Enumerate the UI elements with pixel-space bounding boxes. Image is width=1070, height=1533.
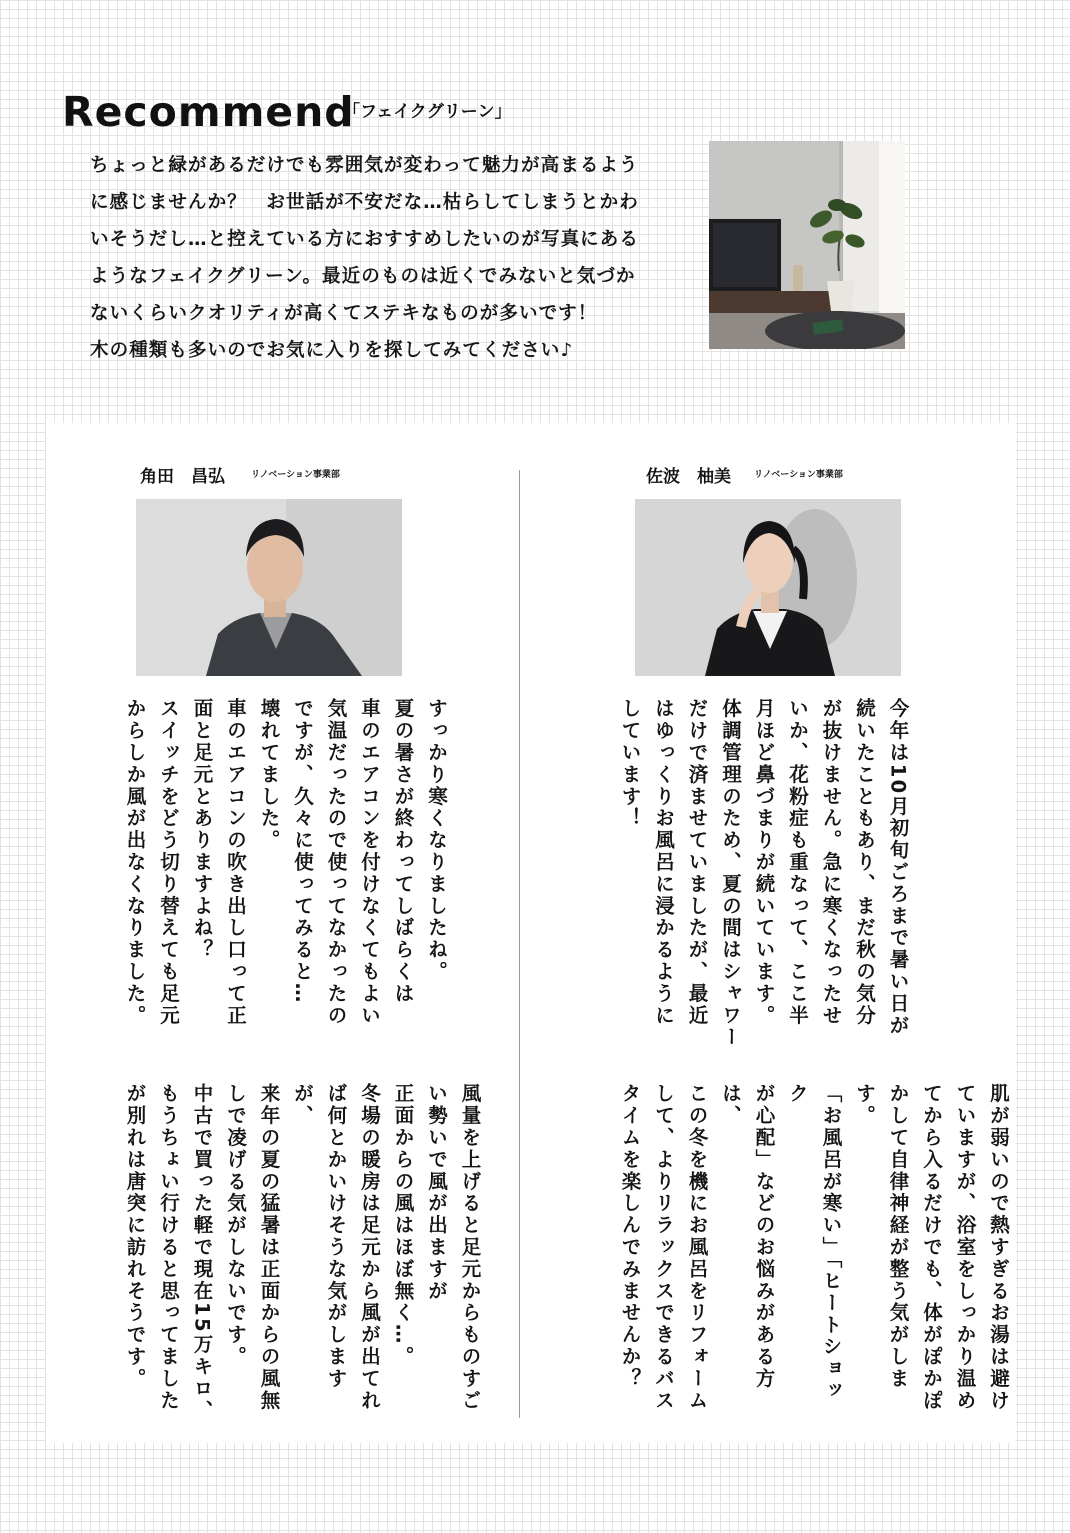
intro-text: ちょっと緑があるだけでも雰囲気が変わって魅力が高まるよう に感じませんか？ お世話が不安だな…枯らしてしまうとかわ いそうだし…と控えている方におすすめしたいのが写真にある ようなフェイクグリーン。最近のものは近くでみないと気づか ないくらいクオリティが高くてステキなものが多いです！ 木の種類も多いのでお気に入りを探してみてください♪ [90, 155, 639, 361]
column-divider [519, 470, 520, 1418]
staff-message-paragraph-1: すっかり寒くなりましたね。 夏の暑さが終わってしばらくは 車のエアコンを付けなくてもよい 気温だったので使ってなかったの ですが、久々に使ってみると… 壊れてました。 車のエアコンの吹き出し口って正 面と足元とありますよね？ スイッチをどう切り替えても足元 からしか風が出なくなりました。 [123, 698, 448, 1027]
staff-department: リノベーション事業部 [754, 470, 843, 480]
page-title: Recommend [62, 88, 355, 136]
fake-green-room-photo [709, 141, 905, 349]
staff-department: リノベーション事業部 [251, 470, 340, 480]
page-subtitle: 「フェイクグリーン」 [343, 102, 512, 122]
staff-portrait-photo [136, 499, 402, 676]
staff-message-paragraph-2: 肌が弱いので熱すぎるお湯は避け ていますが、浴室をしっかり温め てから入るだけでも、体がぽかぽ かして自律神経が整う気がします。 「お風呂が寒い」「ヒートショック が心配」などのお悩みがある方は、 この冬を機にお風呂をリフォーム して、よりリラックスできるバス タイムを楽しんでみませんか？ [618, 1083, 1010, 1412]
staff-message-paragraph-1: 今年は10月初旬ごろまで暑い日が 続いたこともあり、まだ秋の気分 が抜けません。急に寒くなったせ いか、花粉症も重なって、ここ半 月ほど鼻づまりが続いています。 体調管理のため、夏の間はシャワー だけで済ませていましたが、最近 はゆっくりお風呂に浸かるように しています！ [618, 698, 910, 1049]
staff-message-paragraph-2: 風量を上げると足元からものすご い勢いで風が出ますが 正面からの風はほぼ無く…。 冬場の暖房は足元から風が出てれ ば何とかいけそうな気がしますが、 来年の夏の猛暑は正面からの風無 しで凌げる気がしないです。 中古で買った軽で現在15万キロ、 もうちょい行けると思ってました が別れは唐突に訪れそうです。 [123, 1083, 482, 1422]
staff-name: 佐波 柚美 [646, 467, 731, 487]
staff-columns-panel [46, 423, 1016, 1443]
staff-name: 角田 昌弘 [140, 467, 225, 487]
staff-portrait-photo [635, 499, 901, 676]
